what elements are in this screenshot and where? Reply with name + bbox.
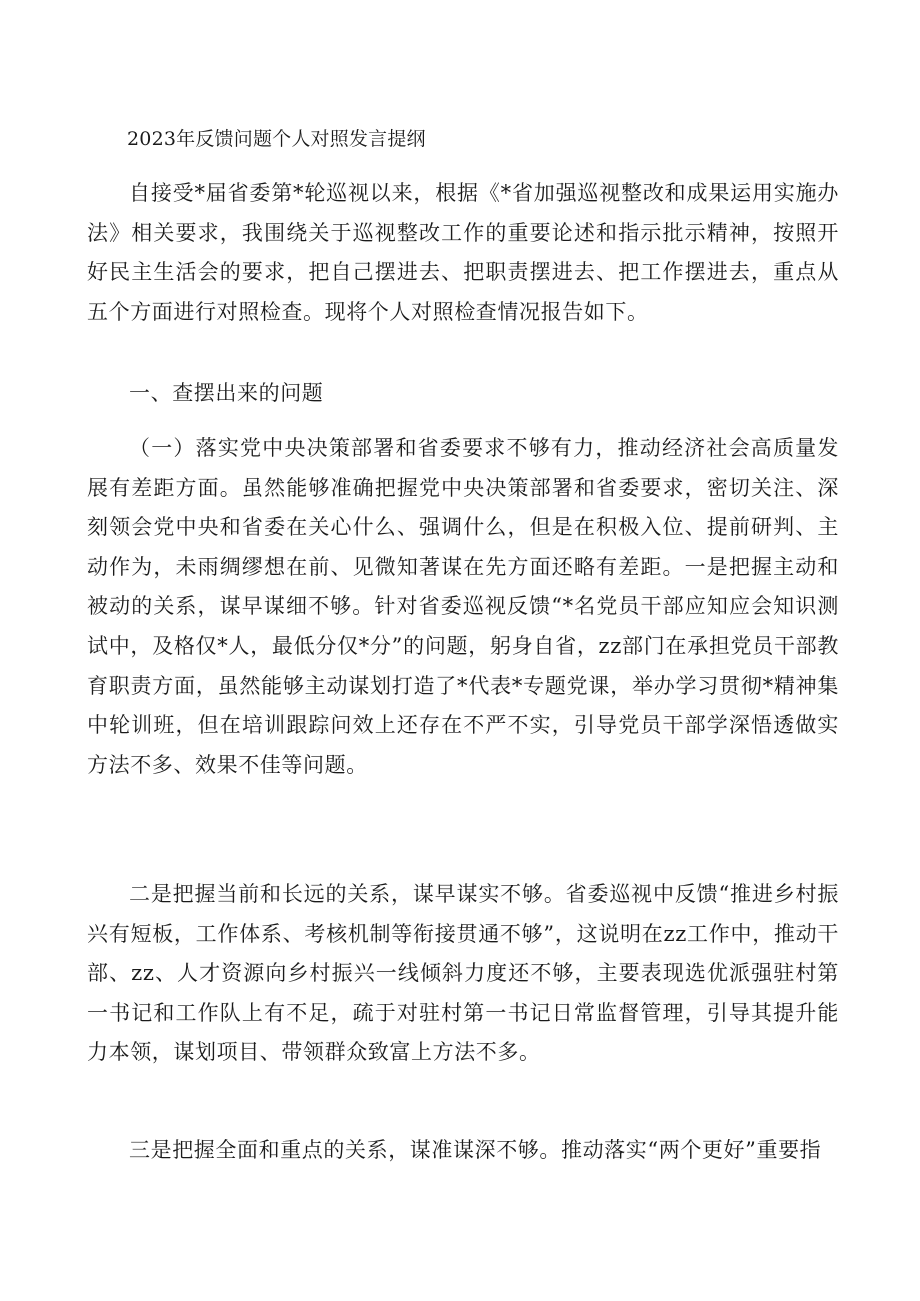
body-paragraph: （一）落实党中央决策部署和省委要求不够有力，推动经济社会高质量发展有差距方面。虽然能够准确把握党中央决策部署和省委要求，密切关注、深刻领会党中央和省委在关心什么、强调什么，但是在积极入位、提前研判、主动作为，未雨绸缪想在前、见微知著谋在先方面还略有差距。一是把握主动和被动的关系，谋早谋细不够。针对省委巡视反馈“*名党员干部应知应会知识测试中，及格仅*人，最低分仅*分”的问题，躬身自省，zz部门在承担党员干部教育职责方面，虽然能够主动谋划打造了*代表*专题党课，举办学习贯彻*精神集中轮训班，但在培训跟踪问效上还存在不严不实，引导党员干部学深悟透做实方法不多、效果不佳等问题。 bbox=[87, 436, 839, 777]
intro-paragraph: 自接受*届省委第*轮巡视以来，根据《*省加强巡视整改和成果运用实施办法》相关要求，我围绕关于巡视整改工作的重要论述和指示批示精神，按照开好民主生活会的要求，把自己摆进去、把职责摆进去、把工作摆进去，重点从五个方面进行对照检查。现将个人对照检查情况报告如下。 bbox=[87, 181, 839, 324]
document-title: 2023年反馈问题个人对照发言提纲 bbox=[127, 128, 426, 150]
section-heading: 一、查摆出来的问题 bbox=[129, 381, 324, 405]
body-paragraph: 二是把握当前和长远的关系，谋早谋实不够。省委巡视中反馈“推进乡村振兴有短板，工作体系、考核机制等衔接贯通不够”，这说明在zz工作中，推动干部、zz、人才资源向乡村振兴一线倾斜力度还不够，主要表现选优派强驻村第一书记和工作队上有不足，疏于对驻村第一书记日常监督管理，引导其提升能力本领，谋划项目、带领群众致富上方法不多。 bbox=[87, 882, 839, 1065]
body-paragraph: 三是把握全面和重点的关系，谋准谋深不够。推动落实“两个更好”重要指 bbox=[129, 1138, 822, 1162]
